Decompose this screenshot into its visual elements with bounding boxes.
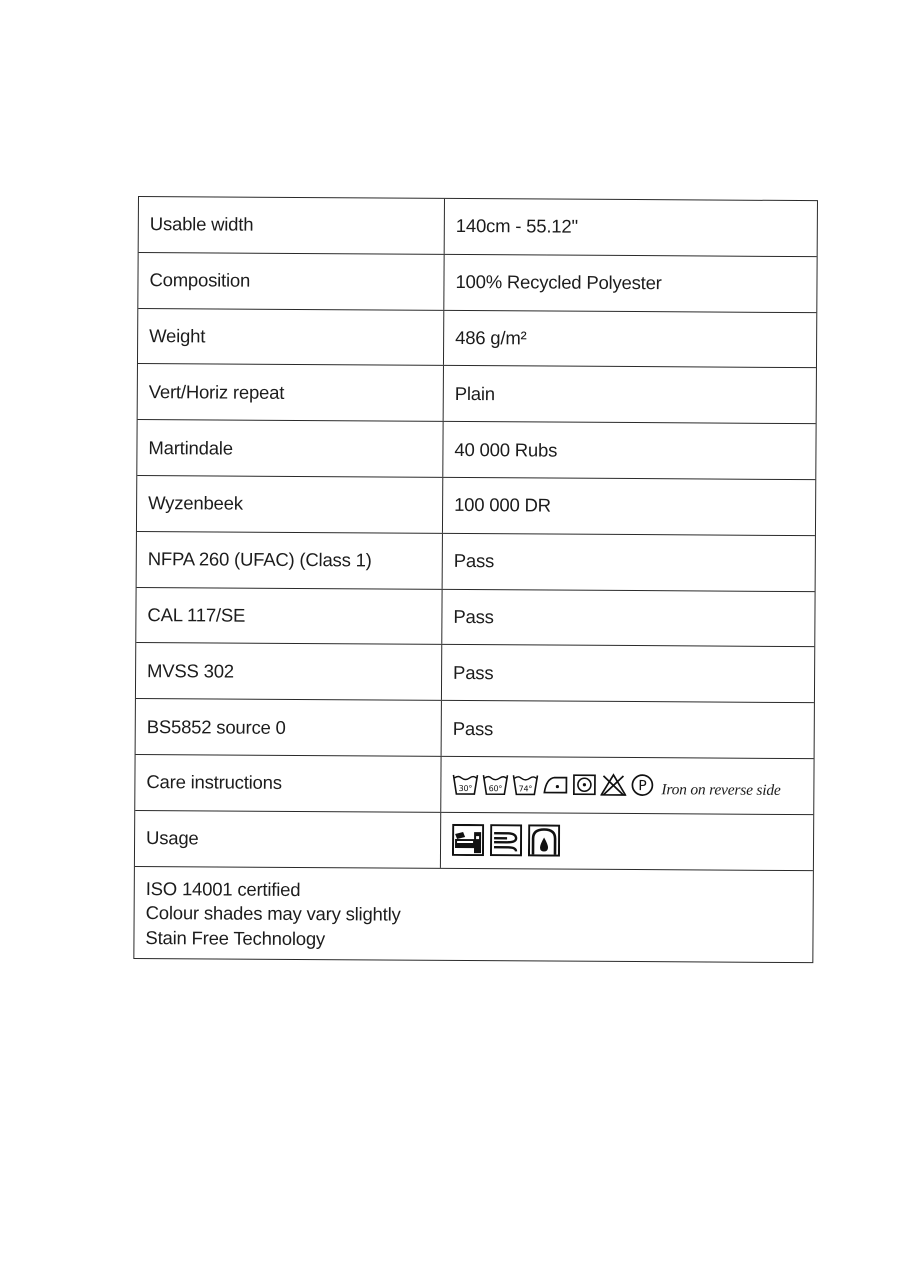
wash-60-icon	[482, 772, 508, 796]
spec-value: Pass	[452, 717, 494, 739]
spec-row-usable-width	[139, 197, 817, 257]
wash-temp-label: 60°	[488, 784, 503, 794]
spec-label: Martindale	[137, 420, 443, 477]
spec-row-mvss	[136, 643, 814, 703]
spec-value: 40 000 Rubs	[454, 438, 558, 461]
note-line: ISO 14001 certified	[145, 877, 301, 900]
stain-resistant-icon	[528, 825, 560, 857]
care-icons	[452, 770, 780, 800]
spec-label: CAL 117/SE	[136, 588, 442, 645]
spec-row-usage	[135, 811, 813, 871]
spec-label: NFPA 260 (UFAC) (Class 1)	[137, 532, 443, 589]
iron-note: Iron on reverse side	[661, 781, 781, 800]
iron-low-icon	[542, 773, 568, 797]
spec-label: BS5852 source 0	[136, 699, 442, 756]
wash-temp-label: 30°	[458, 784, 473, 794]
spec-row-cal117	[136, 588, 814, 648]
spec-row-martindale	[137, 420, 815, 480]
spec-row-wyzenbeek	[137, 476, 815, 536]
spec-value: 486 g/m²	[455, 326, 527, 349]
upholstery-usage-icon	[490, 824, 522, 856]
spec-value: Pass	[453, 550, 495, 572]
note-line: Colour shades may vary slightly	[145, 902, 401, 925]
spec-label: Care instructions	[135, 755, 441, 812]
spec-row-composition	[138, 253, 816, 313]
spec-label: MVSS 302	[136, 643, 442, 700]
wash-74-icon	[512, 773, 538, 797]
spec-row-care	[135, 755, 813, 815]
care-icons-cell	[441, 757, 813, 814]
no-bleach-icon	[600, 773, 626, 797]
bedroom-usage-icon	[452, 824, 484, 856]
dry-clean-p-icon	[630, 773, 654, 797]
spec-row-weight	[138, 309, 816, 369]
wash-30-icon	[452, 772, 478, 796]
spec-label: Wyzenbeek	[137, 476, 443, 533]
spec-label: Vert/Horiz repeat	[138, 364, 444, 421]
usage-icons-cell	[441, 813, 813, 870]
spec-row-repeat	[138, 364, 816, 424]
spec-label: Composition	[138, 253, 444, 310]
spec-row-bs5852	[136, 699, 814, 759]
spec-label: Usage	[135, 811, 441, 868]
usage-icons	[452, 824, 560, 857]
spec-value: 100% Recycled Polyester	[455, 271, 662, 294]
spec-label: Weight	[138, 309, 444, 366]
spec-row-nfpa	[137, 532, 815, 592]
spec-value: 140cm - 55.12"	[455, 215, 578, 238]
spec-table	[133, 196, 818, 963]
note-line: Stain Free Technology	[145, 926, 326, 949]
spec-label: Usable width	[139, 197, 445, 254]
spec-value: Pass	[453, 605, 494, 628]
spec-value: Pass	[453, 661, 494, 683]
dry-clean-letter: P	[638, 778, 647, 795]
notes-block	[134, 867, 813, 963]
wash-temp-label: 74°	[518, 784, 533, 794]
spec-value: 100 000 DR	[454, 494, 551, 516]
tumble-dry-icon	[572, 773, 596, 797]
spec-value: Plain	[454, 382, 496, 404]
